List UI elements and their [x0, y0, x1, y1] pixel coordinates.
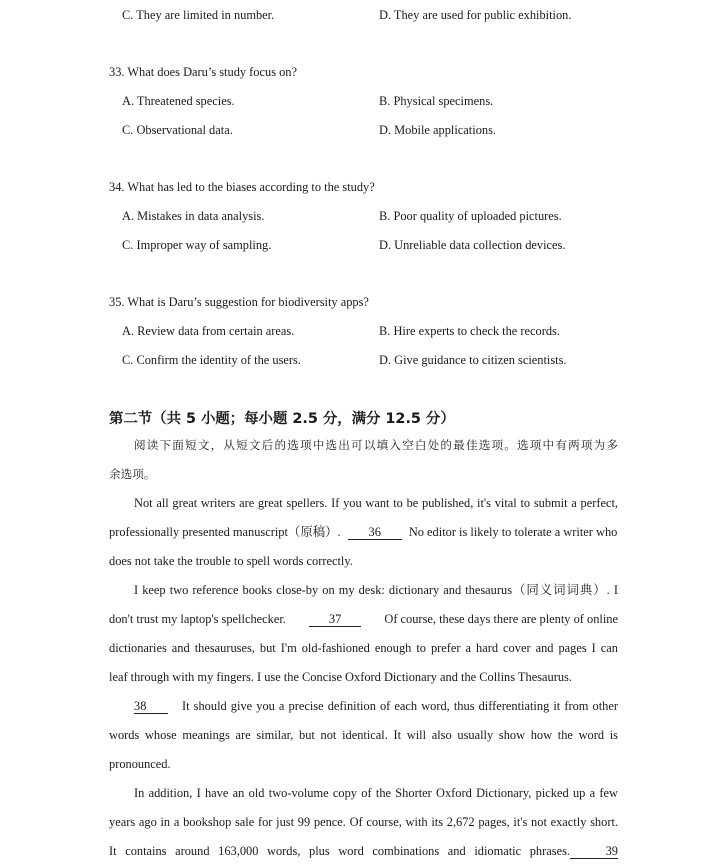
- q33-option-c: C. Observational data.: [122, 123, 233, 137]
- paragraph-2-line-3: dictionaries and thesauruses, but I'm old-fashioned enough to prefer a hard cover and pages I can: [109, 641, 618, 655]
- blank-36: 36: [348, 525, 402, 540]
- q34-option-d: D. Unreliable data collection devices.: [379, 238, 566, 252]
- q32-option-d: D. They are used for public exhibition.: [379, 8, 572, 22]
- q35-option-a: A. Review data from certain areas.: [122, 324, 295, 338]
- definition-text: It should give you a precise definition of each word, thus differentiating it from other: [182, 699, 618, 713]
- paragraph-2-line-4: leaf through with my fingers. I use the Concise Oxford Dictionary and the Collins Thesaurus.: [109, 670, 572, 684]
- q33-option-d: D. Mobile applications.: [379, 123, 497, 137]
- paragraph-2-line-2: [109, 605, 618, 634]
- paragraph-1-line-3: does not take the trouble to spell words correctly.: [109, 554, 353, 568]
- spellchecker-text: don't trust my laptop's spellchecker.: [109, 612, 286, 626]
- q34-option-a: A. Mistakes in data analysis.: [122, 209, 265, 223]
- blank-37: 37: [309, 612, 361, 627]
- q33-option-b: B. Physical specimens.: [379, 94, 494, 108]
- online-dictionaries-text: Of course, these days there are plenty of online: [384, 612, 618, 626]
- manuscript-text: professionally presented manuscript（原稿）.: [109, 525, 341, 539]
- instructions-line-1: 阅读下面短文，从短文后的选项中选出可以填入空白处的最佳选项。选项中有两项为多: [134, 438, 618, 452]
- q35-option-c: C. Confirm the identity of the users.: [122, 353, 301, 367]
- q34-option-c: C. Improper way of sampling.: [122, 238, 272, 252]
- q34-stem: 34. What has led to the biases according to the study?: [109, 180, 375, 194]
- instructions-line-2: 余选项。: [109, 467, 156, 481]
- q34-option-b: B. Poor quality of uploaded pictures.: [379, 209, 562, 223]
- section-heading: 第二节（共 5 小题；每小题 2.5 分，满分 12.5 分）: [109, 411, 455, 427]
- paragraph-1-line-2: [109, 518, 618, 547]
- q35-option-d: D. Give guidance to citizen scientists.: [379, 353, 567, 367]
- passage: [109, 431, 618, 866]
- blank-38: 38: [134, 699, 168, 714]
- paragraph-1-line-1: Not all great writers are great spellers. If you want to be published, it's vital to submit a perfect,: [134, 496, 618, 510]
- contains-text: It contains around 163,000 words, plus word combinations and idiomatic phrases.: [109, 844, 570, 858]
- paragraph-3-line-1: [109, 692, 618, 721]
- paragraph-4-line-3: [109, 837, 618, 866]
- paragraph-3-line-2: words whose meanings are similar, but not identical. It will also usually show how the word is: [109, 728, 618, 742]
- q33-stem: 33. What does Daru’s study focus on?: [109, 65, 298, 79]
- q32-option-c: C. They are limited in number.: [122, 8, 275, 22]
- q35-stem: 35. What is Daru’s suggestion for biodiversity apps?: [109, 295, 369, 309]
- paragraph-4-line-2: years ago in a bookshop sale for just 99 pence. Of course, with its 2,672 pages, it's not exactly short.: [109, 815, 618, 829]
- q35-option-b: B. Hire experts to check the records.: [379, 324, 560, 338]
- q33-option-a: A. Threatened species.: [122, 94, 235, 108]
- editor-text: No editor is likely to tolerate a writer who: [408, 525, 618, 539]
- paragraph-4-line-1: In addition, I have an old two-volume copy of the Shorter Oxford Dictionary, picked up a few: [134, 786, 618, 800]
- blank-39: 39: [570, 844, 618, 859]
- paragraph-2-line-1: I keep two reference books close-by on my desk: dictionary and thesaurus（同义词词典）. I: [134, 583, 618, 597]
- paragraph-3-line-3: pronounced.: [109, 757, 171, 771]
